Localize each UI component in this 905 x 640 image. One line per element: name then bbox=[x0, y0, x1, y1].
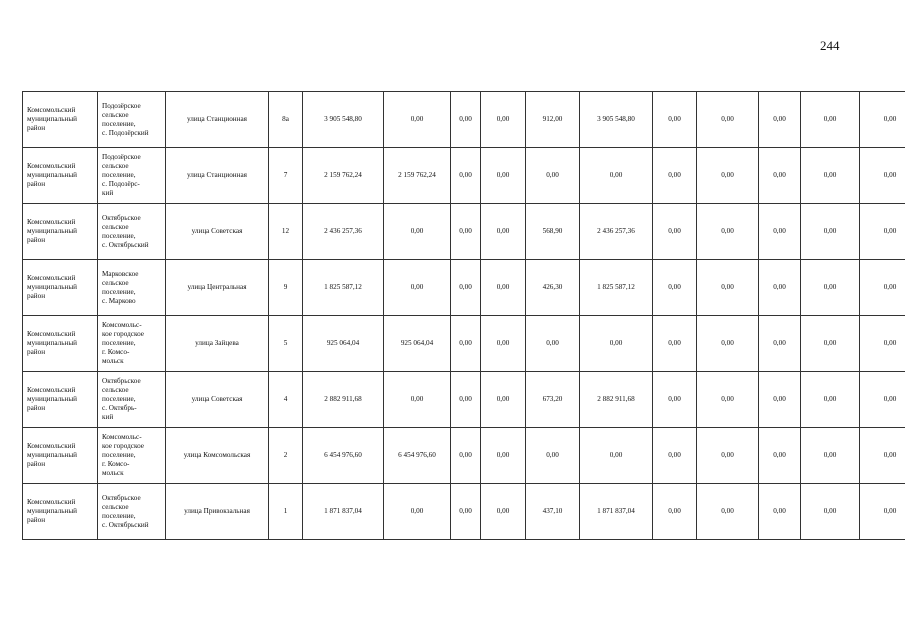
table-cell: Комсомольский муниципальный район bbox=[23, 428, 98, 484]
table-cell: 925 064,04 bbox=[384, 316, 451, 372]
table-cell: 0,00 bbox=[860, 372, 905, 428]
table-cell: 5 bbox=[269, 316, 303, 372]
table-cell: Комсомольский муниципальный район bbox=[23, 204, 98, 260]
table-cell: Подозёрское сельское поселение, с. Подозёрс- кий bbox=[98, 148, 166, 204]
table-cell: 0,00 bbox=[451, 428, 481, 484]
table-cell: улица Советская bbox=[166, 204, 269, 260]
table-cell: 568,90 bbox=[526, 204, 580, 260]
table-cell: 2 bbox=[269, 428, 303, 484]
table-cell: 0,00 bbox=[697, 316, 759, 372]
table-cell: 0,00 bbox=[759, 428, 801, 484]
table-cell: 0,00 bbox=[697, 204, 759, 260]
table-cell: 0,00 bbox=[801, 316, 860, 372]
table-cell: 0,00 bbox=[451, 372, 481, 428]
table-cell: 426,30 bbox=[526, 260, 580, 316]
table-cell: Комсомольский муниципальный район bbox=[23, 372, 98, 428]
table-cell: 0,00 bbox=[653, 316, 697, 372]
table-cell: 0,00 bbox=[481, 484, 526, 540]
table-cell: 0,00 bbox=[801, 484, 860, 540]
table-cell: 1 825 587,12 bbox=[303, 260, 384, 316]
table-cell: 0,00 bbox=[860, 484, 905, 540]
table-cell: 0,00 bbox=[481, 316, 526, 372]
table-cell: 0,00 bbox=[384, 92, 451, 148]
table-cell: 0,00 bbox=[451, 260, 481, 316]
table-cell: 0,00 bbox=[653, 484, 697, 540]
table-cell: улица Зайцева bbox=[166, 316, 269, 372]
table-cell: 0,00 bbox=[580, 316, 653, 372]
table-cell: 0,00 bbox=[801, 148, 860, 204]
table-cell: 0,00 bbox=[759, 484, 801, 540]
table-cell: 0,00 bbox=[653, 92, 697, 148]
table-cell: улица Центральная bbox=[166, 260, 269, 316]
table-cell: Подозёрское сельское поселение, с. Подозёрский bbox=[98, 92, 166, 148]
table-cell: 0,00 bbox=[697, 372, 759, 428]
table-cell: Комсомольский муниципальный район bbox=[23, 92, 98, 148]
table-cell: 0,00 bbox=[384, 372, 451, 428]
table-cell: 3 905 548,80 bbox=[580, 92, 653, 148]
table-cell: 2 436 257,36 bbox=[303, 204, 384, 260]
table-cell: 0,00 bbox=[653, 204, 697, 260]
table-cell: 4 bbox=[269, 372, 303, 428]
table-cell: 0,00 bbox=[801, 204, 860, 260]
table-cell: Октябрьское сельское поселение, с. Октябрь- кий bbox=[98, 372, 166, 428]
table-cell: 6 454 976,60 bbox=[303, 428, 384, 484]
table-cell: 0,00 bbox=[481, 92, 526, 148]
table-cell: Комсомольский муниципальный район bbox=[23, 484, 98, 540]
table-cell: 925 064,04 bbox=[303, 316, 384, 372]
table-cell: 912,00 bbox=[526, 92, 580, 148]
table-cell: 0,00 bbox=[801, 428, 860, 484]
table-cell: 0,00 bbox=[481, 260, 526, 316]
table-cell: 0,00 bbox=[697, 148, 759, 204]
table-cell: 6 454 976,60 bbox=[384, 428, 451, 484]
table-cell: 0,00 bbox=[580, 428, 653, 484]
table-cell: 0,00 bbox=[481, 148, 526, 204]
table-cell: Октябрьское сельское поселение, с. Октябрьский bbox=[98, 484, 166, 540]
table-cell: 0,00 bbox=[384, 204, 451, 260]
table-cell: улица Станционная bbox=[166, 148, 269, 204]
table-cell: 0,00 bbox=[481, 428, 526, 484]
table-cell: 0,00 bbox=[653, 148, 697, 204]
table-row bbox=[23, 316, 905, 372]
table-cell: 0,00 bbox=[526, 148, 580, 204]
table-cell: 0,00 bbox=[759, 204, 801, 260]
table-cell: 1 825 587,12 bbox=[580, 260, 653, 316]
table-cell: 0,00 bbox=[384, 484, 451, 540]
table-cell: 9 bbox=[269, 260, 303, 316]
table-cell: 0,00 bbox=[860, 316, 905, 372]
table-cell: 0,00 bbox=[451, 148, 481, 204]
table-cell: улица Привокзальная bbox=[166, 484, 269, 540]
table-row bbox=[23, 204, 905, 260]
table-cell: 0,00 bbox=[526, 428, 580, 484]
table-cell: 0,00 bbox=[759, 260, 801, 316]
table-cell: 0,00 bbox=[759, 148, 801, 204]
table-cell: 0,00 bbox=[451, 484, 481, 540]
table-cell: 2 882 911,68 bbox=[303, 372, 384, 428]
data-table bbox=[22, 91, 905, 540]
table-cell: 0,00 bbox=[653, 260, 697, 316]
table-cell: 673,20 bbox=[526, 372, 580, 428]
table-body bbox=[23, 92, 905, 540]
table-cell: 0,00 bbox=[759, 316, 801, 372]
table-cell: улица Комсомольская bbox=[166, 428, 269, 484]
table-cell: 0,00 bbox=[801, 260, 860, 316]
table-cell: 1 871 837,04 bbox=[580, 484, 653, 540]
table-cell: 12 bbox=[269, 204, 303, 260]
table-cell: 0,00 bbox=[451, 92, 481, 148]
table-cell: 0,00 bbox=[451, 316, 481, 372]
table-cell: Октябрьское сельское поселение, с. Октябрьский bbox=[98, 204, 166, 260]
table-cell: 3 905 548,80 bbox=[303, 92, 384, 148]
table-cell: 0,00 bbox=[860, 428, 905, 484]
table-cell: Марковское сельское поселение, с. Марково bbox=[98, 260, 166, 316]
table-cell: 0,00 bbox=[801, 92, 860, 148]
table-cell: 0,00 bbox=[653, 372, 697, 428]
table-cell: Комсомольс- кое городское поселение, г. Комсо- мольск bbox=[98, 428, 166, 484]
table-cell: 0,00 bbox=[481, 204, 526, 260]
table-row bbox=[23, 484, 905, 540]
table-cell: 2 436 257,36 bbox=[580, 204, 653, 260]
table-cell: 2 159 762,24 bbox=[384, 148, 451, 204]
table-cell: 0,00 bbox=[801, 372, 860, 428]
table-row bbox=[23, 428, 905, 484]
table-cell: 8а bbox=[269, 92, 303, 148]
table-cell: 0,00 bbox=[384, 260, 451, 316]
table-cell: 0,00 bbox=[481, 372, 526, 428]
table-row bbox=[23, 372, 905, 428]
table-cell: 0,00 bbox=[653, 428, 697, 484]
table-cell: Комсомольский муниципальный район bbox=[23, 260, 98, 316]
table-cell: 0,00 bbox=[759, 372, 801, 428]
table-cell: Комсомольский муниципальный район bbox=[23, 316, 98, 372]
table-cell: 2 882 911,68 bbox=[580, 372, 653, 428]
table-cell: улица Советская bbox=[166, 372, 269, 428]
table-cell: 0,00 bbox=[451, 204, 481, 260]
table-cell: 0,00 bbox=[580, 148, 653, 204]
table-cell: 2 159 762,24 bbox=[303, 148, 384, 204]
table-row bbox=[23, 260, 905, 316]
table-cell: 437,10 bbox=[526, 484, 580, 540]
table-cell: 0,00 bbox=[860, 260, 905, 316]
table-row bbox=[23, 92, 905, 148]
table-row bbox=[23, 148, 905, 204]
table-cell: Комсомольс- кое городское поселение, г. Комсо- мольск bbox=[98, 316, 166, 372]
table-cell: 0,00 bbox=[860, 148, 905, 204]
table-cell: 0,00 bbox=[860, 92, 905, 148]
table-cell: 0,00 bbox=[697, 428, 759, 484]
table-cell: улица Станционная bbox=[166, 92, 269, 148]
table-cell: 0,00 bbox=[697, 92, 759, 148]
page-number: 244 bbox=[820, 38, 840, 53]
table-cell: 0,00 bbox=[860, 204, 905, 260]
table-cell: 1 bbox=[269, 484, 303, 540]
table-cell: Комсомольский муниципальный район bbox=[23, 148, 98, 204]
table-cell: 7 bbox=[269, 148, 303, 204]
table-cell: 0,00 bbox=[759, 92, 801, 148]
table-cell: 0,00 bbox=[697, 260, 759, 316]
table-cell: 1 871 837,04 bbox=[303, 484, 384, 540]
table-cell: 0,00 bbox=[697, 484, 759, 540]
table-cell: 0,00 bbox=[526, 316, 580, 372]
